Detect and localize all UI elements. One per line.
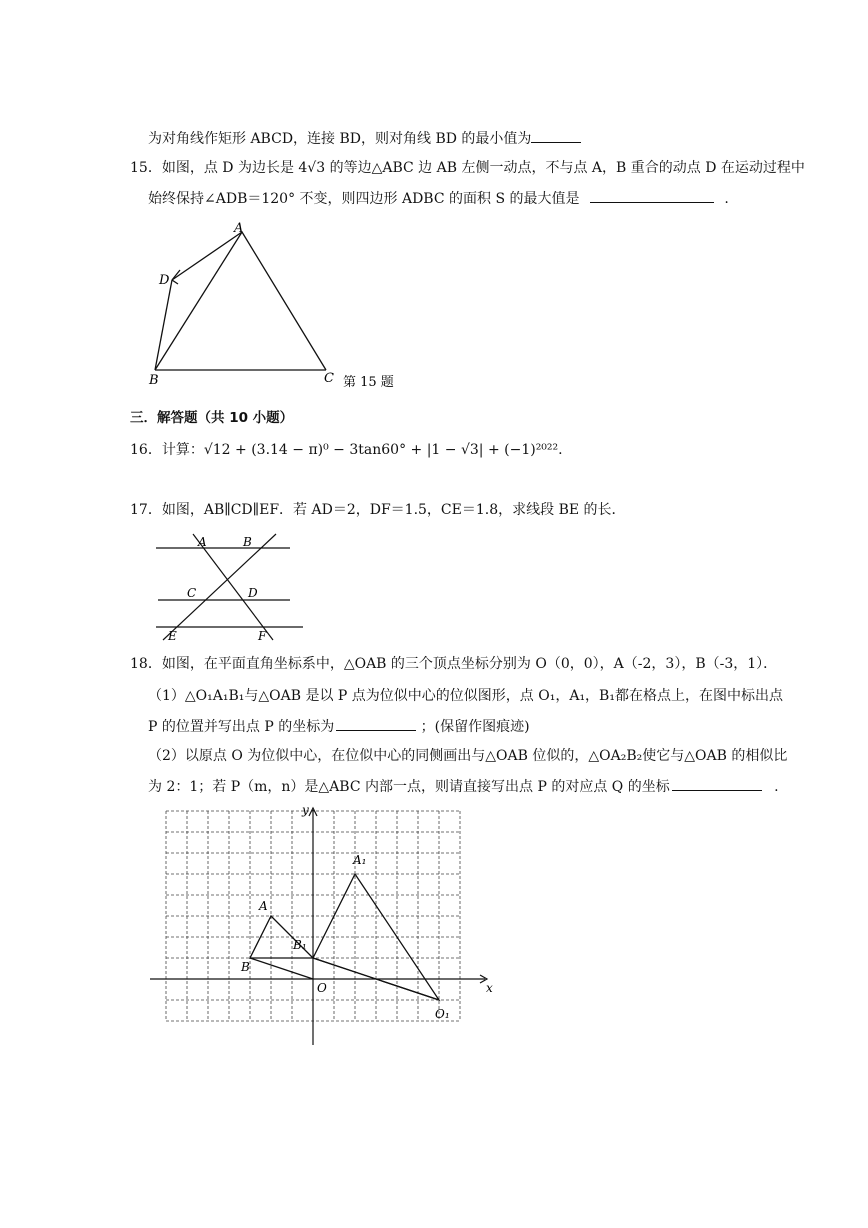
label-E: E — [168, 629, 177, 643]
q18-part1-b-end: ；(保留作图痕迹) — [420, 719, 530, 735]
label-C: C — [187, 586, 197, 600]
q15-number: 15． — [130, 160, 162, 176]
q15-line2-text: 始终保持∠ADB＝120° 不变，则四边形 ADBC 的面积 S 的最大值是 — [148, 191, 580, 207]
section-title: 三．解答题（共 10 小题） — [130, 410, 294, 426]
q18-part1-b — [148, 716, 530, 737]
segment-AD — [172, 232, 242, 280]
q16-number: 16． — [130, 442, 162, 458]
label-B: B — [241, 960, 250, 974]
q16-text: 计算：√12 + (3.14 − π)⁰ − 3tan60° + |1 − √3| + (−1)²⁰²². — [161, 442, 563, 458]
answer-blank — [531, 128, 581, 143]
q18-figure — [150, 800, 500, 1050]
answer-blank — [336, 716, 416, 731]
segment-BO — [250, 958, 313, 979]
label-B1: B₁ — [293, 938, 307, 952]
label-A: A — [259, 899, 268, 913]
q18-line1 — [130, 654, 777, 674]
label-B: B — [149, 373, 159, 388]
q18-part2-a: （2）以原点 O 为位似中心，在位似中心的同侧画出与△OAB 位似的，△OA₂B₂使它与△OAB 的相似比 — [148, 748, 788, 764]
q18-part2-b-end: . — [774, 779, 779, 795]
q18-part2-b-text: 为 2：1；若 P（m，n）是△ABC 内部一点，则请直接写出点 P 的对应点 Q 的坐标 — [148, 779, 670, 795]
q18-part1-b-text: P 的位置并写出点 P 的坐标为 — [148, 719, 335, 735]
label-D: D — [159, 273, 170, 288]
q18-line1-text: 如图，在平面直角坐标系中，△OAB 的三个顶点坐标分别为 O（0，0），A（-2，3），B（-3，1）． — [161, 656, 778, 672]
q15-figure — [140, 220, 400, 392]
label-B: B — [243, 535, 252, 549]
q15-line2 — [148, 188, 729, 209]
q18-number: 18． — [130, 656, 162, 672]
axis-label-y: y — [302, 803, 309, 817]
axis-label-x: x — [486, 981, 493, 995]
answer-blank — [590, 188, 714, 203]
label-A: A — [234, 221, 244, 236]
label-O: O — [317, 981, 327, 995]
answer-blank — [672, 776, 762, 791]
q16 — [130, 440, 563, 460]
top-line-text: 为对角线作矩形 ABCD，连接 BD，则对角线 BD 的最小值为 — [148, 131, 532, 147]
transversal-AF — [193, 534, 273, 640]
q17 — [130, 500, 626, 520]
label-C: C — [324, 371, 334, 386]
transversal-BE — [163, 534, 276, 640]
q18-part2-b — [148, 776, 779, 797]
figure-caption: 第 15 题 — [343, 375, 394, 390]
q17-number: 17． — [130, 502, 162, 518]
q18-part1-a: （1）△O₁A₁B₁与△OAB 是以 P 点为位似中心的位似图形，点 O₁，A₁，B₁都在格点上，在图中标出点 — [148, 688, 783, 704]
q15-line1 — [130, 158, 805, 178]
segment-AC — [242, 232, 326, 370]
q17-figure — [148, 530, 308, 645]
q17-text: 如图，AB∥CD∥EF．若 AD＝2，DF＝1.5，CE＝1.8，求线段 BE 的长． — [161, 502, 626, 518]
q15-line2-end: . — [724, 191, 729, 207]
q15-line1-text: 如图，点 D 为边长是 4√3 的等边△ABC 边 AB 左侧一动点，不与点 A，B 重合的动点 D 在运动过程中 — [161, 160, 805, 176]
label-F: F — [258, 629, 267, 643]
label-D: D — [248, 586, 258, 600]
label-O1: O₁ — [435, 1007, 450, 1021]
top-line — [148, 128, 581, 149]
label-A1: A₁ — [353, 853, 367, 867]
label-A: A — [198, 535, 207, 549]
